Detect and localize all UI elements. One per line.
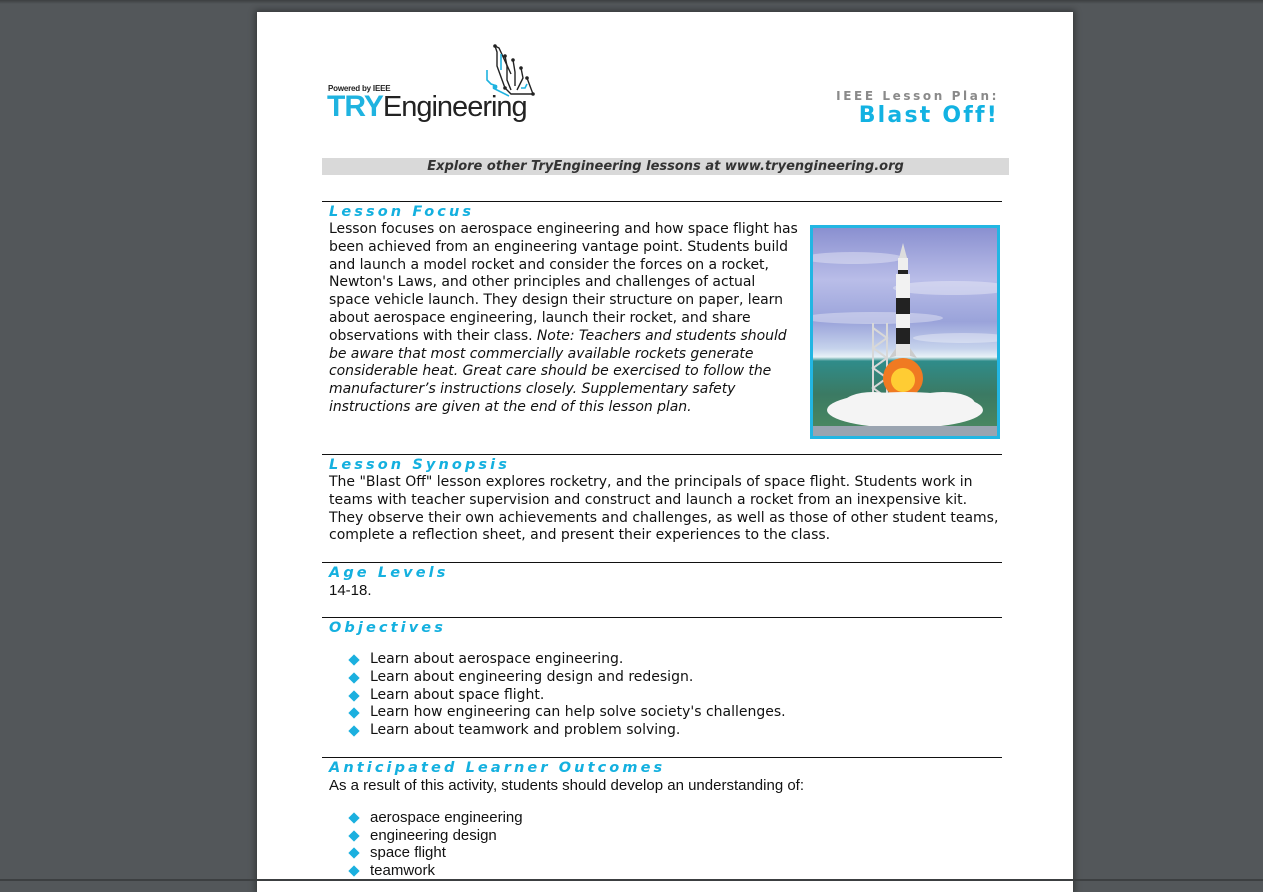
list-item bbox=[322, 669, 1002, 687]
list-item bbox=[322, 722, 1002, 740]
outcomes-list bbox=[322, 809, 1002, 880]
objectives-heading: Objectives bbox=[329, 620, 446, 636]
objective-text: Learn how engineering can help solve society's challenges. bbox=[370, 704, 786, 721]
tryengineering-logo bbox=[327, 44, 537, 134]
section-learner-outcomes bbox=[322, 757, 1002, 880]
age-levels-value: 14-18. bbox=[329, 582, 372, 599]
outcomes-intro: As a result of this activity, students should develop an understanding of: bbox=[329, 777, 805, 794]
objectives-list bbox=[322, 651, 1002, 740]
lesson-synopsis-heading: Lesson Synopsis bbox=[329, 457, 510, 473]
objective-text: Learn about engineering design and redesign. bbox=[370, 668, 694, 685]
viewer-top-edge bbox=[0, 0, 1263, 4]
diamond-bullet-icon bbox=[348, 672, 359, 683]
outcome-text: aerospace engineering bbox=[370, 808, 523, 826]
lesson-title: Blast Off! bbox=[858, 103, 999, 128]
section-objectives bbox=[322, 617, 1002, 740]
lesson-focus-text bbox=[329, 221, 799, 417]
section-lesson-synopsis bbox=[322, 454, 1002, 545]
diamond-bullet-icon bbox=[348, 812, 359, 823]
brand-wordmark bbox=[327, 92, 527, 122]
diamond-bullet-icon bbox=[348, 708, 359, 719]
lesson-plan-kicker: IEEE Lesson Plan: bbox=[836, 89, 999, 103]
lesson-focus-body: Lesson focuses on aerospace engineering and how space flight has been achieved from an engineering vantage point. Students build and launch a model rocket and consider the forces on a rocket, Newton's Laws, and other principles and challenges of actual space vehicle launch. They design their structure on paper, learn about aerospace engineering, launch their rocket, and share observations with their class. bbox=[329, 221, 798, 344]
lesson-focus-heading: Lesson Focus bbox=[329, 204, 475, 220]
powered-by-ieee: Powered by IEEE bbox=[328, 84, 391, 93]
diamond-bullet-icon bbox=[348, 690, 359, 701]
section-divider bbox=[322, 617, 1002, 618]
section-divider bbox=[322, 562, 1002, 563]
diamond-bullet-icon bbox=[348, 726, 359, 737]
lesson-title-block bbox=[836, 89, 999, 129]
outcomes-heading: Anticipated Learner Outcomes bbox=[329, 760, 666, 776]
list-item bbox=[322, 704, 1002, 722]
lesson-synopsis-text: The "Blast Off" lesson explores rocketry, and the principals of space flight. Students work in teams with teacher supervision and construct and launch a rocket from an inexpensive kit. They observe their own achievements and challenges, as well as those of other student teams, complete a reflection sheet, and present their experiences to the class. bbox=[329, 474, 999, 544]
objective-text: Learn about space flight. bbox=[370, 686, 545, 703]
diamond-bullet-icon bbox=[348, 654, 359, 665]
section-divider bbox=[322, 454, 1002, 455]
section-age-levels bbox=[322, 562, 1002, 600]
outcome-text: space flight bbox=[370, 844, 446, 862]
list-item bbox=[322, 844, 1002, 862]
outcome-text: engineering design bbox=[370, 826, 497, 844]
list-item bbox=[322, 651, 1002, 669]
brand-try: TRY bbox=[327, 90, 383, 123]
list-item bbox=[322, 827, 1002, 845]
outcome-text: teamwork bbox=[370, 862, 436, 880]
rocket-launch-image bbox=[810, 225, 1000, 439]
diamond-bullet-icon bbox=[348, 830, 359, 841]
rocket-illustration bbox=[813, 228, 997, 436]
brand-engineering: Engineering bbox=[382, 91, 527, 123]
section-divider bbox=[322, 757, 1002, 758]
diamond-bullet-icon bbox=[348, 848, 359, 859]
list-item bbox=[322, 687, 1002, 705]
age-levels-heading: Age Levels bbox=[329, 565, 449, 581]
objective-text: Learn about aerospace engineering. bbox=[370, 651, 624, 667]
explore-lessons-bar: Explore other TryEngineering lessons at www.tryengineering.org bbox=[322, 158, 1009, 175]
section-divider bbox=[322, 201, 1002, 202]
list-item bbox=[322, 862, 1002, 880]
diamond-bullet-icon bbox=[348, 866, 359, 877]
objective-text: Learn about teamwork and problem solving. bbox=[370, 722, 681, 739]
document-page bbox=[257, 12, 1073, 892]
list-item bbox=[322, 809, 1002, 827]
lesson-focus-safety-note: Note: Teachers and students should be aware that most commercially available rockets generate considerable heat. Great care should be exercised to follow the manufacturer’s instructions closely. Supplementary safety instructions are given at the end of this lesson plan. bbox=[329, 327, 787, 415]
